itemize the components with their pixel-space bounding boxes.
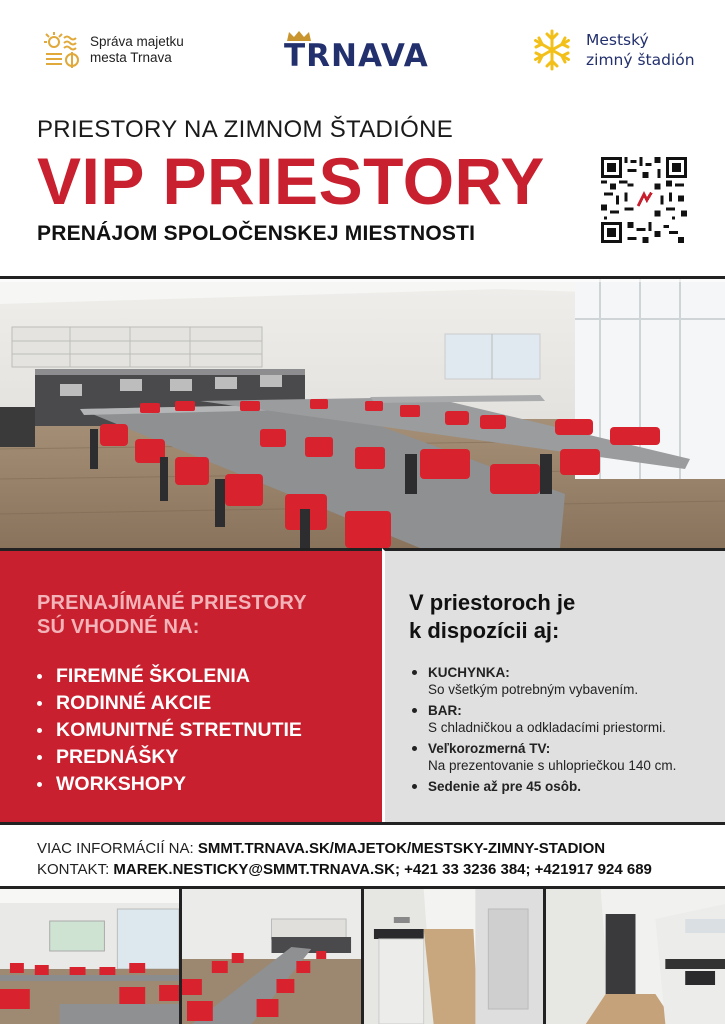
header — [0, 0, 725, 100]
uses-heading-line2: SÚ VHODNÉ NA: — [37, 616, 200, 638]
contact-value[interactable]: MAREK.NESTICKY@SMMT.TRNAVA.SK; +421 33 3236 384; +421917 924 689 — [113, 861, 652, 878]
list-item: RODINNÉ AKCIE — [37, 690, 302, 717]
stadium-logo-line2: zimný štadión — [586, 51, 695, 69]
facility-name: Sedenie až pre 45 osôb. — [428, 779, 582, 794]
facilities-heading-line1: V priestoroch je — [409, 590, 576, 615]
contact-line — [37, 859, 725, 880]
info-url-link[interactable]: SMMT.TRNAVA.SK/MAJETOK/MESTSKY-ZIMNY-STADION — [197, 840, 606, 857]
bar-corridor-image — [546, 889, 725, 1024]
main-room-photo — [0, 276, 725, 548]
conference-room-image — [0, 279, 725, 548]
list-item: KOMUNITNÉ STRETNUTIE — [37, 717, 302, 744]
gallery-photo-3 — [364, 889, 543, 1024]
kitchen-image — [364, 889, 543, 1024]
list-item — [411, 740, 711, 774]
contact-label: KONTAKT: — [37, 861, 114, 878]
smmt-logo-line2: mesta Trnava — [90, 50, 172, 65]
gallery-photo-1 — [0, 889, 179, 1024]
sun-wave-logo-icon — [42, 30, 82, 70]
list-item: FIREMNÉ ŠKOLENIA — [37, 663, 302, 690]
list-item: PREDNÁŠKY — [37, 744, 302, 771]
title-top: PRIESTORY NA ZIMNOM ŠTADIÓNE — [37, 116, 454, 143]
stadium-logo[interactable] — [530, 28, 695, 72]
list-item — [411, 664, 711, 698]
facility-name: Veľkorozmerná TV: — [428, 741, 551, 756]
facility-desc: Na prezentovanie s uhlopriečkou 140 cm. — [428, 758, 677, 773]
smmt-logo[interactable] — [42, 30, 184, 70]
gallery-photo-2 — [182, 889, 361, 1024]
uses-heading — [37, 591, 307, 639]
smmt-logo-line1: Správa majetku — [90, 34, 184, 49]
uses-panel — [0, 548, 382, 822]
photo-gallery — [0, 886, 725, 1024]
gallery-photo-4 — [546, 889, 725, 1024]
facilities-heading — [409, 589, 575, 645]
room-window-image — [0, 889, 179, 1024]
list-item — [411, 778, 711, 795]
info-label: VIAC INFORMÁCIÍ NA: — [37, 840, 198, 857]
contacts-section — [0, 822, 725, 886]
stadium-logo-line1: Mestský — [586, 31, 649, 49]
facility-name: BAR: — [428, 703, 462, 718]
uses-heading-line1: PRENAJÍMANÉ PRIESTORY — [37, 592, 307, 614]
info-line — [37, 838, 725, 859]
seating-rows-image — [182, 889, 361, 1024]
facilities-heading-line2: k dispozícii aj: — [409, 618, 560, 643]
trnava-logo[interactable] — [284, 30, 429, 74]
list-item: WORKSHOPY — [37, 771, 302, 798]
qr-code-icon[interactable] — [601, 157, 687, 243]
facility-desc: S chladničkou a odkladacími priestormi. — [428, 720, 666, 735]
snowflake-icon — [530, 28, 574, 72]
title-bottom: PRENÁJOM SPOLOČENSKEJ MIESTNOSTI — [37, 222, 476, 245]
facilities-panel — [382, 548, 725, 822]
facility-desc: So všetkým potrebným vybavením. — [428, 682, 639, 697]
trnava-logo-text: TRNAVA — [284, 38, 429, 74]
main-title: VIP PRIESTORY — [37, 144, 545, 218]
facility-name: KUCHYNKA: — [428, 665, 510, 680]
facilities-list — [411, 664, 711, 799]
uses-list — [37, 663, 302, 798]
list-item — [411, 702, 711, 736]
